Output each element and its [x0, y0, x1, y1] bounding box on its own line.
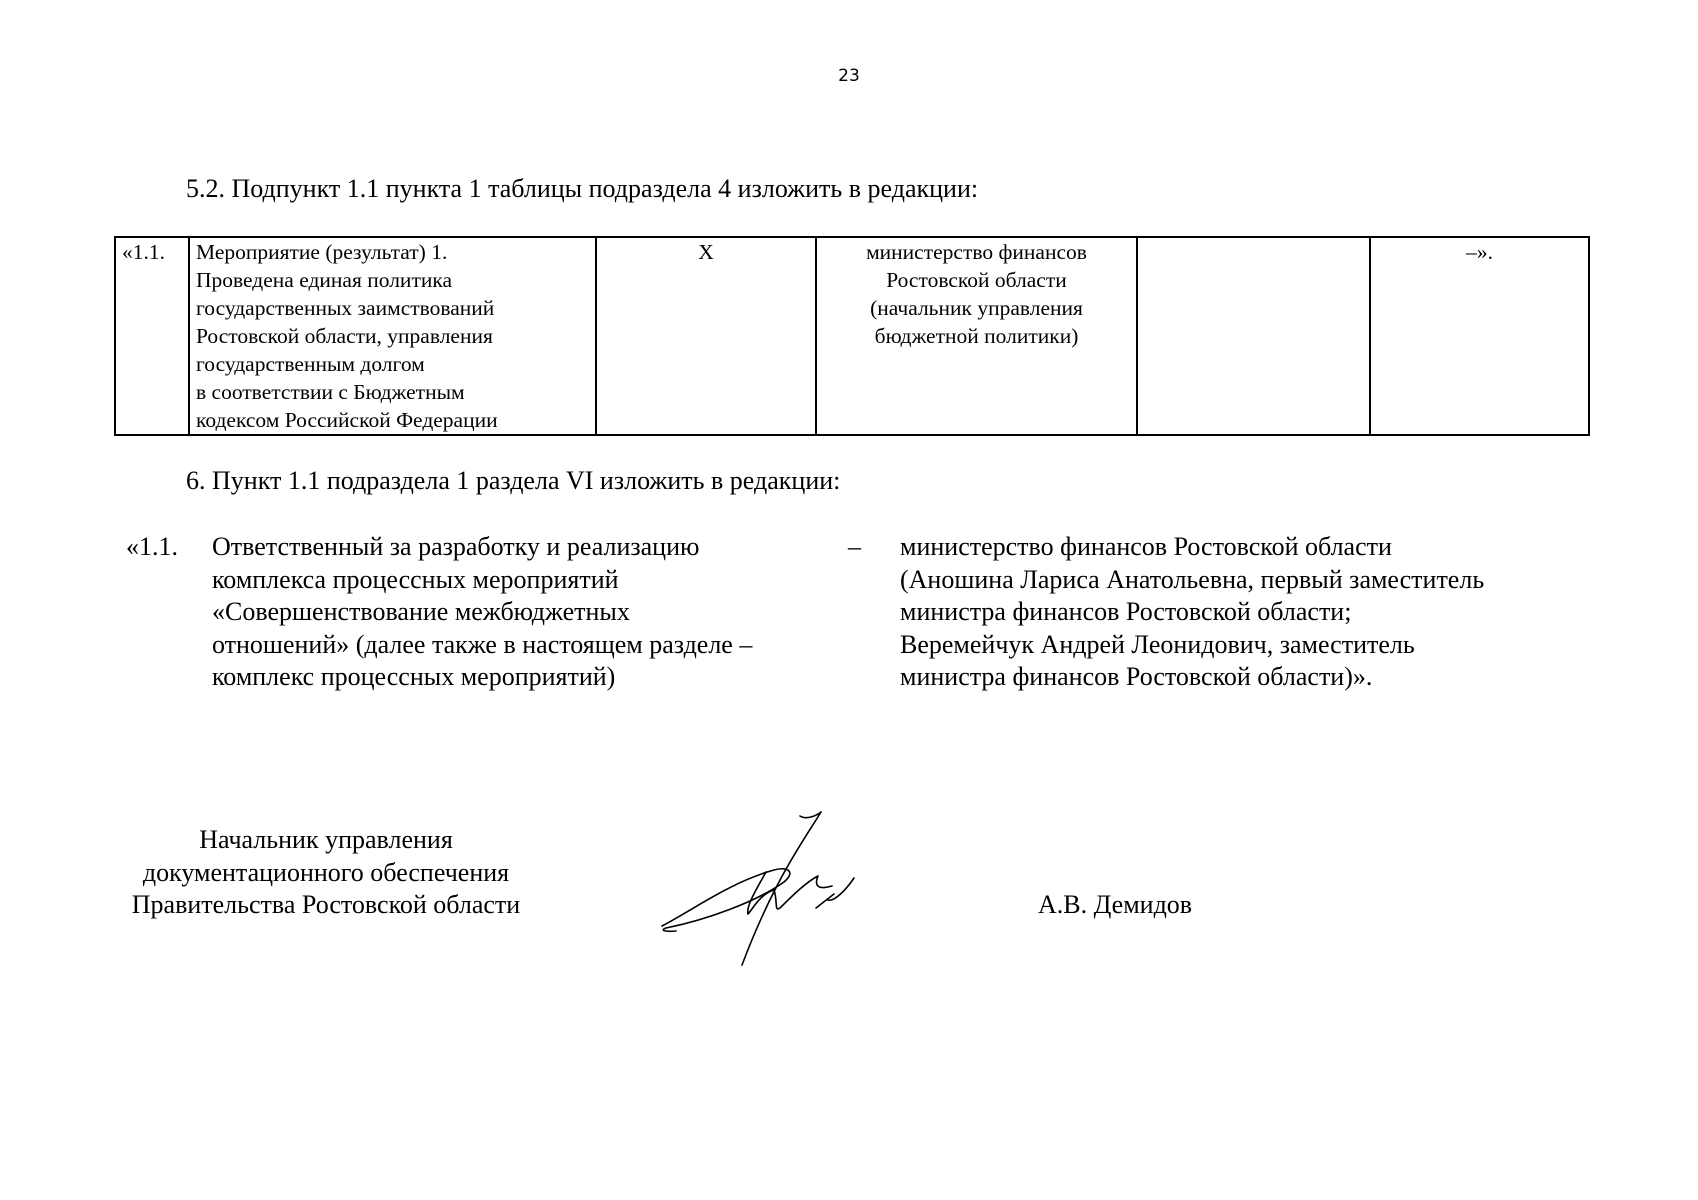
- signatory-position-line: Начальник управления: [199, 825, 453, 854]
- event-line: Проведена единая политика: [196, 268, 453, 292]
- event-line: кодексом Российской Федерации: [196, 408, 498, 432]
- item-description-line: «Совершенствование межбюджетных: [212, 597, 630, 626]
- item-number: «1.1.: [126, 532, 178, 561]
- responsible-line: бюджетной политики): [874, 324, 1079, 348]
- item-responsible-line: министра финансов Ростовской области;: [900, 597, 1352, 626]
- signatory-position-line: документационного обеспечения: [142, 857, 510, 887]
- signatory-position-line: Правительства Ростовской области: [131, 890, 521, 919]
- responsible-line: министерство финансов: [866, 240, 1087, 264]
- item-dash: –: [848, 532, 861, 561]
- event-line: в соответствии с Бюджетным: [196, 380, 465, 404]
- signatory-position: [106, 824, 546, 922]
- item-description-line: Ответственный за разработку и реализацию: [212, 532, 700, 561]
- table-cell-event: [189, 237, 596, 435]
- item-description: [212, 531, 752, 694]
- amendment-table: [114, 236, 1590, 436]
- table-cell-number: «1.1.: [115, 237, 189, 435]
- item-description-line: комплекса процессных мероприятий: [212, 564, 619, 594]
- event-line: Ростовской области, управления: [196, 324, 493, 348]
- item-description-line: отношений» (далее также в настоящем разделе –: [212, 629, 753, 659]
- responsible-line: Ростовской области: [886, 268, 1067, 292]
- handwritten-signature: [656, 810, 946, 970]
- signatory-name: А.В. Демидов: [1038, 890, 1193, 919]
- table-cell-empty: [1137, 237, 1370, 435]
- item-responsible-line: (Аношина Лариса Анатольевна, первый заместитель: [900, 564, 1485, 594]
- item-description-line: комплекс процессных мероприятий): [212, 662, 616, 691]
- event-line: государственным долгом: [196, 352, 425, 376]
- page-number: 23: [838, 66, 860, 86]
- paragraph-6: 6. Пункт 1.1 подраздела 1 раздела VI изложить в редакции:: [186, 466, 841, 495]
- table-cell-end: –».: [1370, 237, 1589, 435]
- table-cell-mark: Х: [596, 237, 816, 435]
- event-line: государственных заимствований: [196, 296, 495, 320]
- event-line: Мероприятие (результат) 1.: [196, 240, 448, 264]
- responsible-line: (начальник управления: [870, 296, 1083, 320]
- item-responsible-line: министра финансов Ростовской области)».: [900, 662, 1373, 691]
- table-row: [115, 237, 1589, 435]
- item-responsible: [900, 531, 1484, 694]
- paragraph-5-2: 5.2. Подпункт 1.1 пункта 1 таблицы подраздела 4 изложить в редакции:: [186, 174, 979, 203]
- table-cell-responsible: [816, 237, 1137, 435]
- item-responsible-line: Веремейчук Андрей Леонидович, заместитель: [900, 629, 1415, 659]
- item-responsible-line: министерство финансов Ростовской области: [900, 532, 1392, 561]
